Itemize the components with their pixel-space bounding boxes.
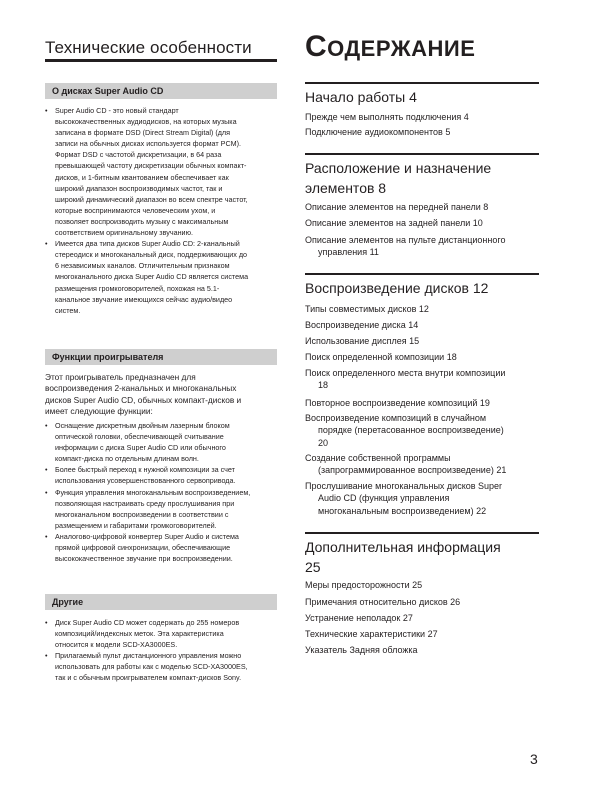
title-rule — [45, 59, 277, 62]
toc-item[interactable]: Повторное воспроизведение композиций 19 — [305, 398, 490, 408]
toc-item[interactable]: Поиск определенной композиции 18 — [305, 352, 457, 362]
toc-item[interactable]: Прослушивание многоканальных дисков Super Audio CD (функция управления многоканальным воспроизведением) 22 — [305, 481, 503, 516]
toc-item[interactable]: Меры предосторожности 25 — [305, 580, 423, 590]
toc-item[interactable]: Воспроизведение диска 14 — [305, 320, 419, 330]
bullet-item: • Super Audio CD - это новый стандарт высококачественных аудиодисков, на которых музыка записана в формате DSD (Direct Stream Digital) (для записи на обычных дисках используется формат PCM). Формат DSD с частотой дискретизации, в 64 раза превышающей частоту дискретизации обычных компакт- дисков, и 1-битным квантованием обеспечивает как широкий диапазон воспроизводимых частот, так и широкий динамический диапазон во всем спектре частот, которые воспринимаются человеческим ухом, и позволяет воспроизводить музыку с максимальным соответствием оригинальному звучанию. • Имеется два типа дисков Super Audio CD: 2-канальный стереодиск и многоканальный диск, поддерживающих до 6 независимых каналов. Отличительным признаком многоканального диска Super Audio CD является система размещения громкоговорителей, похожая на 5.1- канальное звучание имеющихся сейчас аудио/видео систем. — [45, 106, 249, 315]
toc-item[interactable]: Устранение неполадок 27 — [305, 613, 413, 623]
bullet-item: • Диск Super Audio CD может содержать до 255 номеров композиций/индексных меток. Эта характеристика относится к модели SCD-XA3000ES. • Прилагаемый пульт дистанционного управления можно использовать для работы как с моделью SCD-XA3000ES, так и с обычным проигрывателем компакт-дисков Sony. — [45, 618, 248, 683]
toc-item[interactable]: Описание элементов на передней панели 8 — [305, 202, 489, 212]
toc-item[interactable]: Создание собственной программы (запрограммированное воспроизведение) 21 — [305, 453, 507, 476]
toc-item[interactable]: Технические характеристики 27 — [305, 629, 438, 639]
toc-item[interactable]: Использование дисплея 15 — [305, 336, 420, 346]
section-rule — [305, 82, 539, 84]
toc-heading-additional-info[interactable]: Дополнительная информация 25 — [305, 539, 501, 575]
bullet-item: • Оснащение дискретным двойным лазерным блоком оптической головки, обеспечивающей считывание информации с диска Super Audio CD или обычного компакт-диска по отдельным длинам волн. • Более быстрый переход к нужной композиции за счет использования усовершенствованного сервопривода. • Функция управления многоканальным воспроизведением, позволяющая настраивать среду прослушивания при многоканальном воспроизведении в соответствии с размещением и габаритами громкоговорителей. • Аналогово-цифровой конвертер Super Audio и система прямой цифровой синхронизации, обеспечивающие высококачественное звучание при воспроизведении. — [45, 421, 251, 564]
section-header-player-functions: Функции проигрывателя — [45, 349, 277, 365]
toc-item[interactable]: Примечания относительно дисков 26 — [305, 597, 461, 607]
intro-paragraph: Этот проигрыватель предназначен для воспроизведения 2-канальных и многоканальных дисков Super Audio CD, обычных компакт-дисков и имеет следующие функции: — [45, 372, 242, 417]
toc-item[interactable]: Подключение аудиокомпонентов 5 — [305, 127, 451, 137]
toc-heading-playing-discs[interactable]: Воспроизведение дисков 12 — [305, 280, 489, 296]
section-rule — [305, 153, 539, 155]
left-section-title: Технические особенности — [45, 38, 252, 57]
section-rule — [305, 273, 539, 275]
toc-heading-getting-started[interactable]: Начало работы 4 — [305, 89, 417, 105]
section-header-discs: О дисках Super Audio CD — [45, 83, 277, 99]
contents-title: СОДЕРЖАНИЕ — [305, 30, 476, 63]
toc-item[interactable]: Типы совместимых дисков 12 — [305, 304, 429, 314]
toc-item[interactable]: Описание элементов на задней панели 10 — [305, 218, 483, 228]
section-header-other: Другие — [45, 594, 277, 610]
toc-item[interactable]: Воспроизведение композиций в случайном порядке (перетасованное воспроизведение) 20 — [305, 413, 504, 448]
toc-item[interactable]: Поиск определенного места внутри композиции 18 — [305, 368, 506, 391]
toc-item[interactable]: Прежде чем выполнять подключения 4 — [305, 112, 469, 122]
toc-item[interactable]: Описание элементов на пульте дистанционного управления 11 — [305, 235, 506, 258]
page-number: 3 — [530, 751, 538, 767]
toc-item[interactable]: Указатель Задняя обложка — [305, 645, 418, 655]
toc-heading-controls[interactable]: Расположение и назначение элементов 8 — [305, 160, 492, 196]
section-rule — [305, 532, 539, 534]
